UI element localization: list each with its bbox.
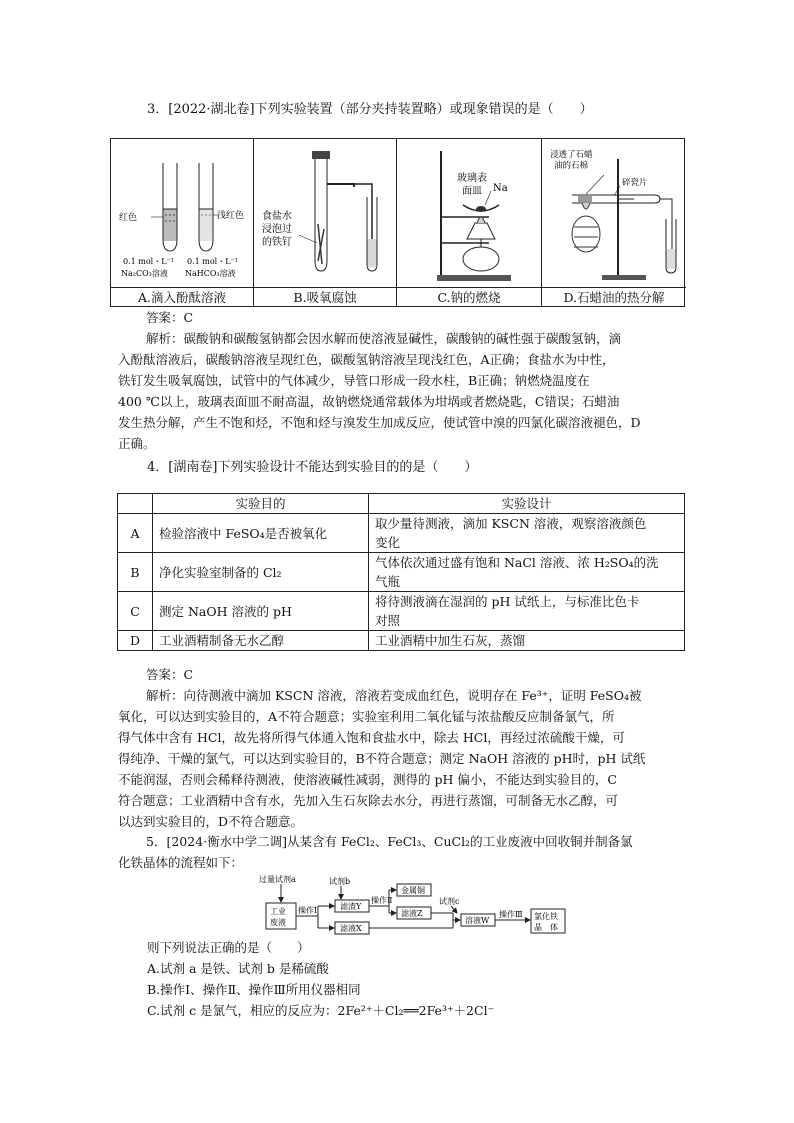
reagent-b-label: 试剂b <box>329 877 351 886</box>
sol-right-label: NaHCO₃溶液 <box>185 269 236 278</box>
q5-option-a: A.试剂 a 是铁、试剂 b 是稀硫酸 <box>147 961 329 976</box>
figure-b <box>254 139 397 287</box>
question-4-stem: 4．[湖南卷]下列实验设计不能达到实验目的的是（ ） <box>147 460 478 475</box>
header-purpose: 实验目的 <box>153 494 369 514</box>
row-purpose: 工业酒精制备无水乙醇 <box>153 631 369 651</box>
conc-left-label: 0.1 mol・L⁻¹ <box>123 257 174 266</box>
q5-stem-line: 5．[2024·衡水中学二调]从某含有 FeCl₂、FeCl₃、CuCl₂的工业废液中回收铜并制备氯 <box>146 834 633 849</box>
row-label: C <box>118 592 153 631</box>
row-design <box>369 553 685 592</box>
ferric-chloride-label: 晶 体 <box>534 923 558 932</box>
row-label: B <box>118 553 153 592</box>
q3-analysis-line: 正确。 <box>118 436 156 451</box>
row-purpose: 测定 NaOH 溶液的 pH <box>153 592 369 631</box>
design-line: 气瓶 <box>375 574 401 589</box>
operation-1-label: 操作Ⅰ <box>298 906 318 915</box>
sodium-label: Na <box>493 183 508 194</box>
table-row <box>118 553 685 592</box>
dish-label: 面皿 <box>462 186 482 197</box>
q3-analysis-line: 入酚酞溶液后，碳酸钠溶液呈现红色，碳酸氢钠溶液呈现浅红色，A正确；食盐水为中性， <box>118 352 615 367</box>
question-3-solution <box>118 307 688 454</box>
q4-analysis-line: 解析：向待测液中滴加 KSCN 溶液，溶液若变成血红色，说明存在 Fe³⁺，证明 FeSO₄被 <box>146 688 642 703</box>
figure-d <box>542 139 686 287</box>
table-row <box>118 631 685 651</box>
apparatus-figure-table <box>110 138 685 307</box>
reagent-c-label: 试剂c <box>439 897 460 906</box>
solution-w-label: 溶液W <box>465 916 490 925</box>
waste-liquid-label: 废液 <box>270 918 286 927</box>
oxygen-corrosion-diagram <box>254 139 397 287</box>
figure-a <box>111 139 254 287</box>
reagent-a-label: 过量试剂a <box>259 875 296 884</box>
q5-option-c: C.试剂 c 是氯气，相应的反应为：2Fe²⁺＋Cl₂══2Fe³⁺＋2Cl⁻ <box>147 1003 495 1018</box>
row-purpose: 净化实验室制备的 Cl₂ <box>153 553 369 592</box>
watch-glass-label: 玻璃表 <box>457 173 487 184</box>
q5-stem-line: 化铁晶体的流程如下： <box>118 855 244 870</box>
light-red-label: 浅红色 <box>217 211 245 221</box>
sol-left-label: Na₂CO₃溶液 <box>121 269 168 278</box>
q4-answer: 答案：C <box>146 667 194 682</box>
design-line: 将待测液滴在湿润的 pH 试纸上，与标准比色卡 <box>375 594 640 609</box>
porcelain-label: 碎瓷片 <box>622 178 648 188</box>
q5-question: 则下列说法正确的是（ ） <box>147 940 310 955</box>
row-purpose: 检验溶液中 FeSO₄是否被氧化 <box>153 514 369 553</box>
q4-analysis-line: 符合题意；工业酒精中含有水，先加入生石灰除去水分，再进行蒸馏，可制备无水乙醇，可 <box>118 793 619 808</box>
filtrate-x-label: 滤液X <box>340 924 362 933</box>
row-design <box>369 592 685 631</box>
phenolphthalein-test-tubes-diagram <box>111 139 254 287</box>
paraffin-oil-pyrolysis-diagram <box>542 139 686 287</box>
caption-a: A.滴入酚酞溶液 <box>111 287 254 307</box>
table-row <box>118 592 685 631</box>
q4-analysis-line: 得气体中含有 HCl，故先将所得气体通入饱和食盐水中，除去 HCl，再经过浓硫酸干燥，可 <box>118 730 625 745</box>
design-line: 气体依次通过盛有饱和 NaCl 溶液、浓 H₂SO₄的洗 <box>375 555 659 570</box>
red-label: 红色 <box>119 213 138 223</box>
recovery-flowchart <box>255 873 567 937</box>
q3-analysis-line: 铁钉发生吸氧腐蚀，试管中的气体减少，导管口形成一段水柱，B正确；钠燃烧温度在 <box>118 373 590 388</box>
salt-water-label: 食盐水 <box>262 211 292 222</box>
experiment-design-table <box>117 493 685 651</box>
q4-analysis-line: 得纯净、干燥的氯气，可以达到实验目的，B不符合题意；测定 NaOH 溶液的 pH时，pH 试纸 <box>118 751 646 766</box>
header-design: 实验设计 <box>369 494 685 514</box>
q4-analysis-line: 氧化，可以达到实验目的，A不符合题意；实验室利用二氧化锰与浓盐酸反应制备氯气，所 <box>118 709 615 724</box>
table-row <box>118 514 685 553</box>
figure-c <box>397 139 542 287</box>
residue-y-label: 滤渣Y <box>340 902 362 911</box>
question-5-stem <box>118 831 688 873</box>
caption-b: B.吸氧腐蚀 <box>254 287 397 307</box>
operation-2-label: 操作Ⅱ <box>371 896 393 905</box>
q4-analysis-line: 以达到实验目的，D不符合题意。 <box>118 814 304 829</box>
filtrate-z-label: 滤液Z <box>401 909 423 918</box>
row-design <box>369 514 685 553</box>
q3-answer: 答案：C <box>146 310 194 325</box>
table-header-row <box>118 494 685 514</box>
q3-analysis-line: 解析：碳酸钠和碳酸氢钠都会因水解而使溶液显碱性，碳酸钠的碱性强于碳酸氢钠，滴 <box>146 331 622 346</box>
row-design: 工业酒精中加生石灰，蒸馏 <box>369 631 685 651</box>
soaked-label: 浸泡过 <box>262 224 292 235</box>
q4-analysis-line: 不能润湿，否则会稀释待测液，使溶液碱性减弱，测得的 pH 偏小，不能达到实验目的，C <box>118 772 617 787</box>
q3-analysis-line: 400 ℃以上，玻璃表面皿不耐高温，故钠燃烧通常载体为坩埚或者燃烧匙，C错误；石蜡油 <box>118 394 620 409</box>
design-line: 变化 <box>375 535 401 550</box>
design-line: 取少量待测液，滴加 KSCN 溶液，观察溶液颜色 <box>375 516 647 531</box>
operation-3-label: 操作Ⅲ <box>499 910 523 919</box>
asbestos-label: 油的石棉 <box>554 161 589 171</box>
ferric-chloride-label: 氯化铁 <box>534 912 558 921</box>
question-4-solution <box>118 664 688 832</box>
iron-nail-label: 的铁钉 <box>262 237 292 248</box>
conc-right-label: 0.1 mol・L⁻¹ <box>187 257 238 266</box>
row-label: D <box>118 631 153 651</box>
design-line: 对照 <box>375 613 401 628</box>
waste-liquid-label: 工业 <box>270 907 286 916</box>
q3-analysis-line: 发生热分解，产生不饱和烃，不饱和烃与溴发生加成反应，使试管中溴的四氯化碳溶液褪色，D <box>118 415 641 430</box>
soaked-asbestos-label: 浸透了石蜡 <box>550 150 593 160</box>
header-cell <box>118 494 153 514</box>
row-label: A <box>118 514 153 553</box>
q5-option-b: B.操作Ⅰ、操作Ⅱ、操作Ⅲ所用仪器相同 <box>147 982 361 997</box>
sodium-combustion-diagram <box>397 139 542 287</box>
caption-d: D.石蜡油的热分解 <box>542 287 686 307</box>
question-3-stem: 3．[2022·湖北卷]下列实验装置（部分夹持装置略）或现象错误的是（ ） <box>147 102 593 117</box>
caption-c: C.钠的燃烧 <box>397 287 542 307</box>
copper-label: 金属铜 <box>401 886 425 895</box>
